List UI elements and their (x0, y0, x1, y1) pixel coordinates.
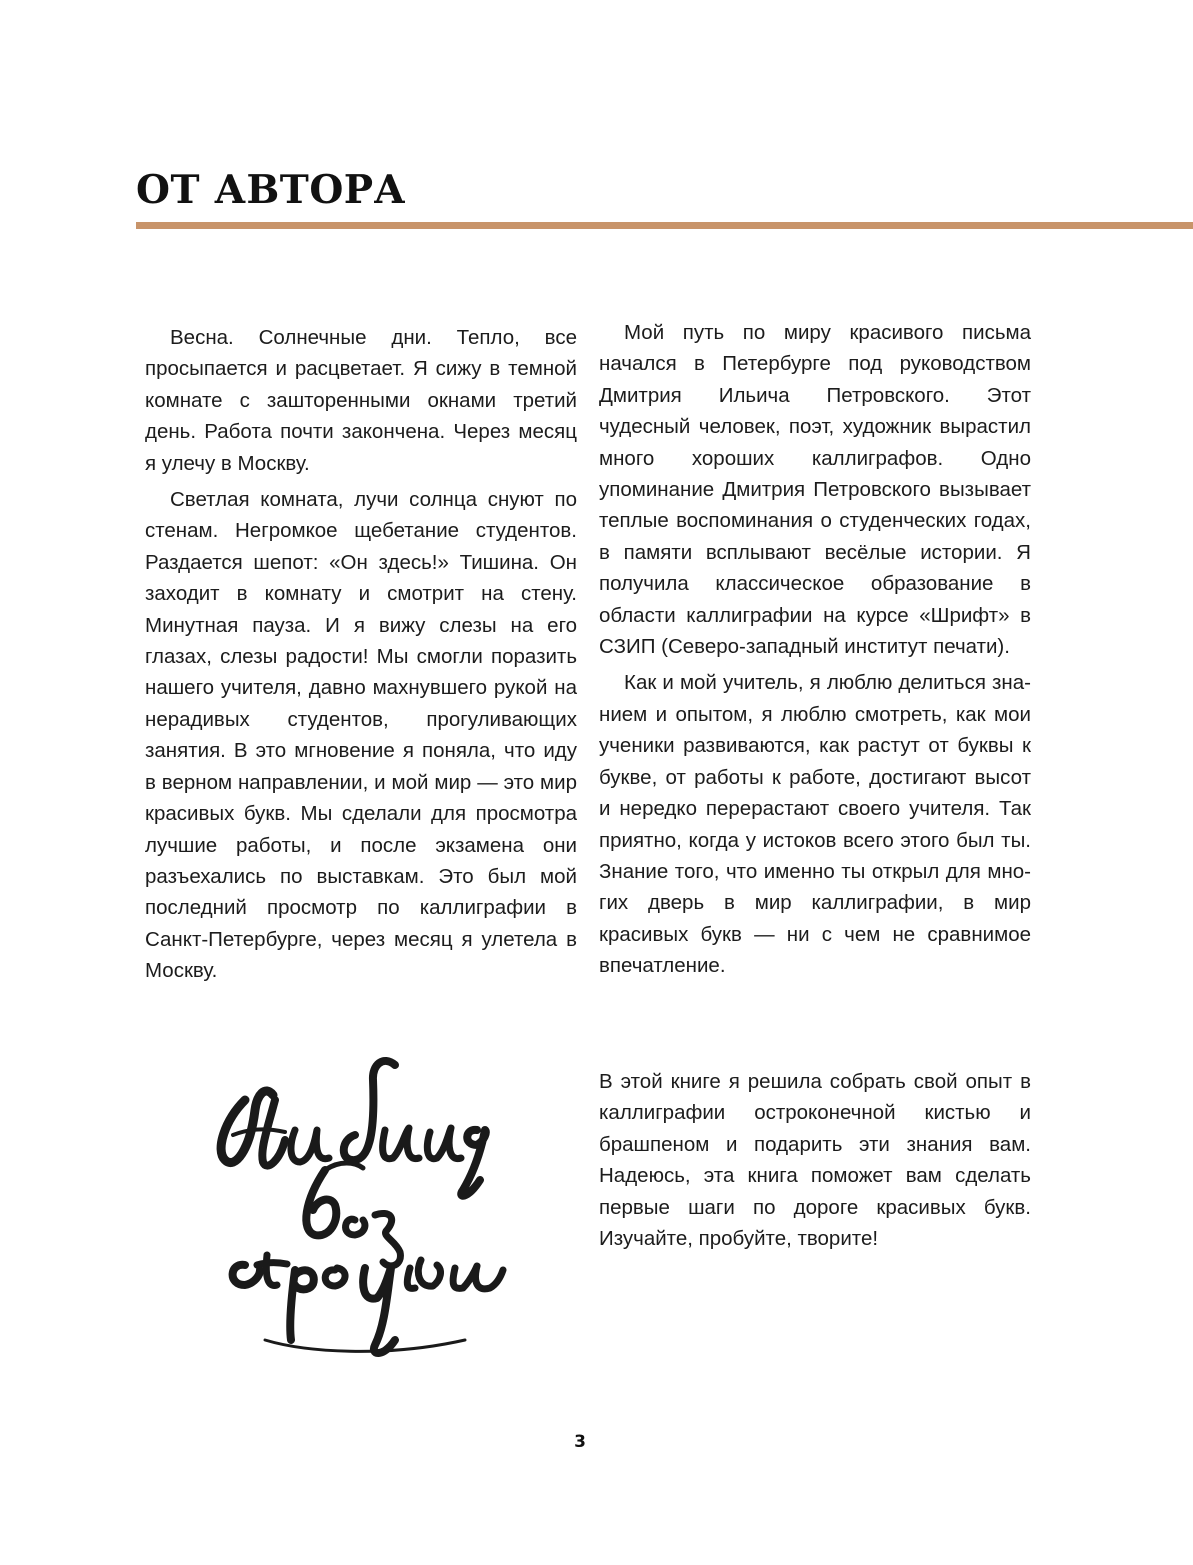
paragraph: Весна. Солнечные дни. Тепло, все просыпается и расцветает. Я сижу в темной комнате с зашторенными окнами третий день. Работа почти закончена. Через месяц я улечу в Москву. (145, 326, 577, 475)
right-text-column (599, 317, 1031, 987)
left-text-column (145, 322, 577, 992)
closing-text-column (599, 1066, 1031, 1259)
paragraph: Мой путь по миру красивого письма начался в Петербурге под руководством Дмитрия Ильича Петровского. Этот чудесный человек, поэт, художник вырастил много хороших каллиграфов. Одно упоминание Дмитрия Петровского вызывает теплые воспоминания о студенческих годах, в памяти всплывают весёлые истории. Я получила классическое образование в области каллиграфии на курсе «Шрифт» в СЗИП (Северо-западный институт печати). (599, 321, 1031, 659)
lettering-word-strochki (233, 1255, 503, 1353)
title-divider (136, 222, 1193, 229)
paragraph: Как и мой учитель, я люблю делиться знанием и опытом, я люблю смотреть, как мои ученики развиваются, как растут от буквы к букве, от работы к работе, достигают высот и нередко перерастают своего учителя. Так приятно, когда у истоков всего этого был ты. Знание того, что именно ты открыл для многих дверь в мир каллиграфии, в мир красивых букв — ни с чем не сравнимое впечатление. (599, 671, 1031, 978)
paragraph: В этой книге я решила собрать свой опыт в каллиграфии остроконечной кистью и брашпеном и подарить эти знания вам. Надеюсь, эта книга поможет вам сделать первые шаги по дороге красивых букв. Изучайте, пробуйте, творите! (599, 1070, 1031, 1251)
lettering-word-bez (306, 1163, 400, 1266)
page-title: ОТ АВТОРА (136, 167, 406, 213)
lettering-word-dnya (344, 1061, 486, 1196)
page-number: 3 (574, 1432, 586, 1452)
paragraph: Светлая комната, лучи солнца снуют по стенам. Негромкое щебетание студентов. Раздается шепот: «Он здесь!» Тишина. Он заходит в комнату и смотрит на стену. Минутная пауза. И я вижу слезы на его глазах, слезы радости! Мы смогли поразить нашего учителя, давно махнувшего рукой на нерадивых студентов, прогуливающих занятия. В это мгновение я поняла, что иду в верном направлении, и мой мир — это мир красивых букв. Мы сделали для просмотра лучшие работы, и после экзамена они разъехались по выставкам. Это был мой последний просмотр по каллиграфии в Санкт-Петербурге, через месяц я улетела в Москву. (145, 488, 577, 983)
calligraphy-lettering (205, 1040, 520, 1370)
lettering-word-ni (221, 1091, 329, 1166)
